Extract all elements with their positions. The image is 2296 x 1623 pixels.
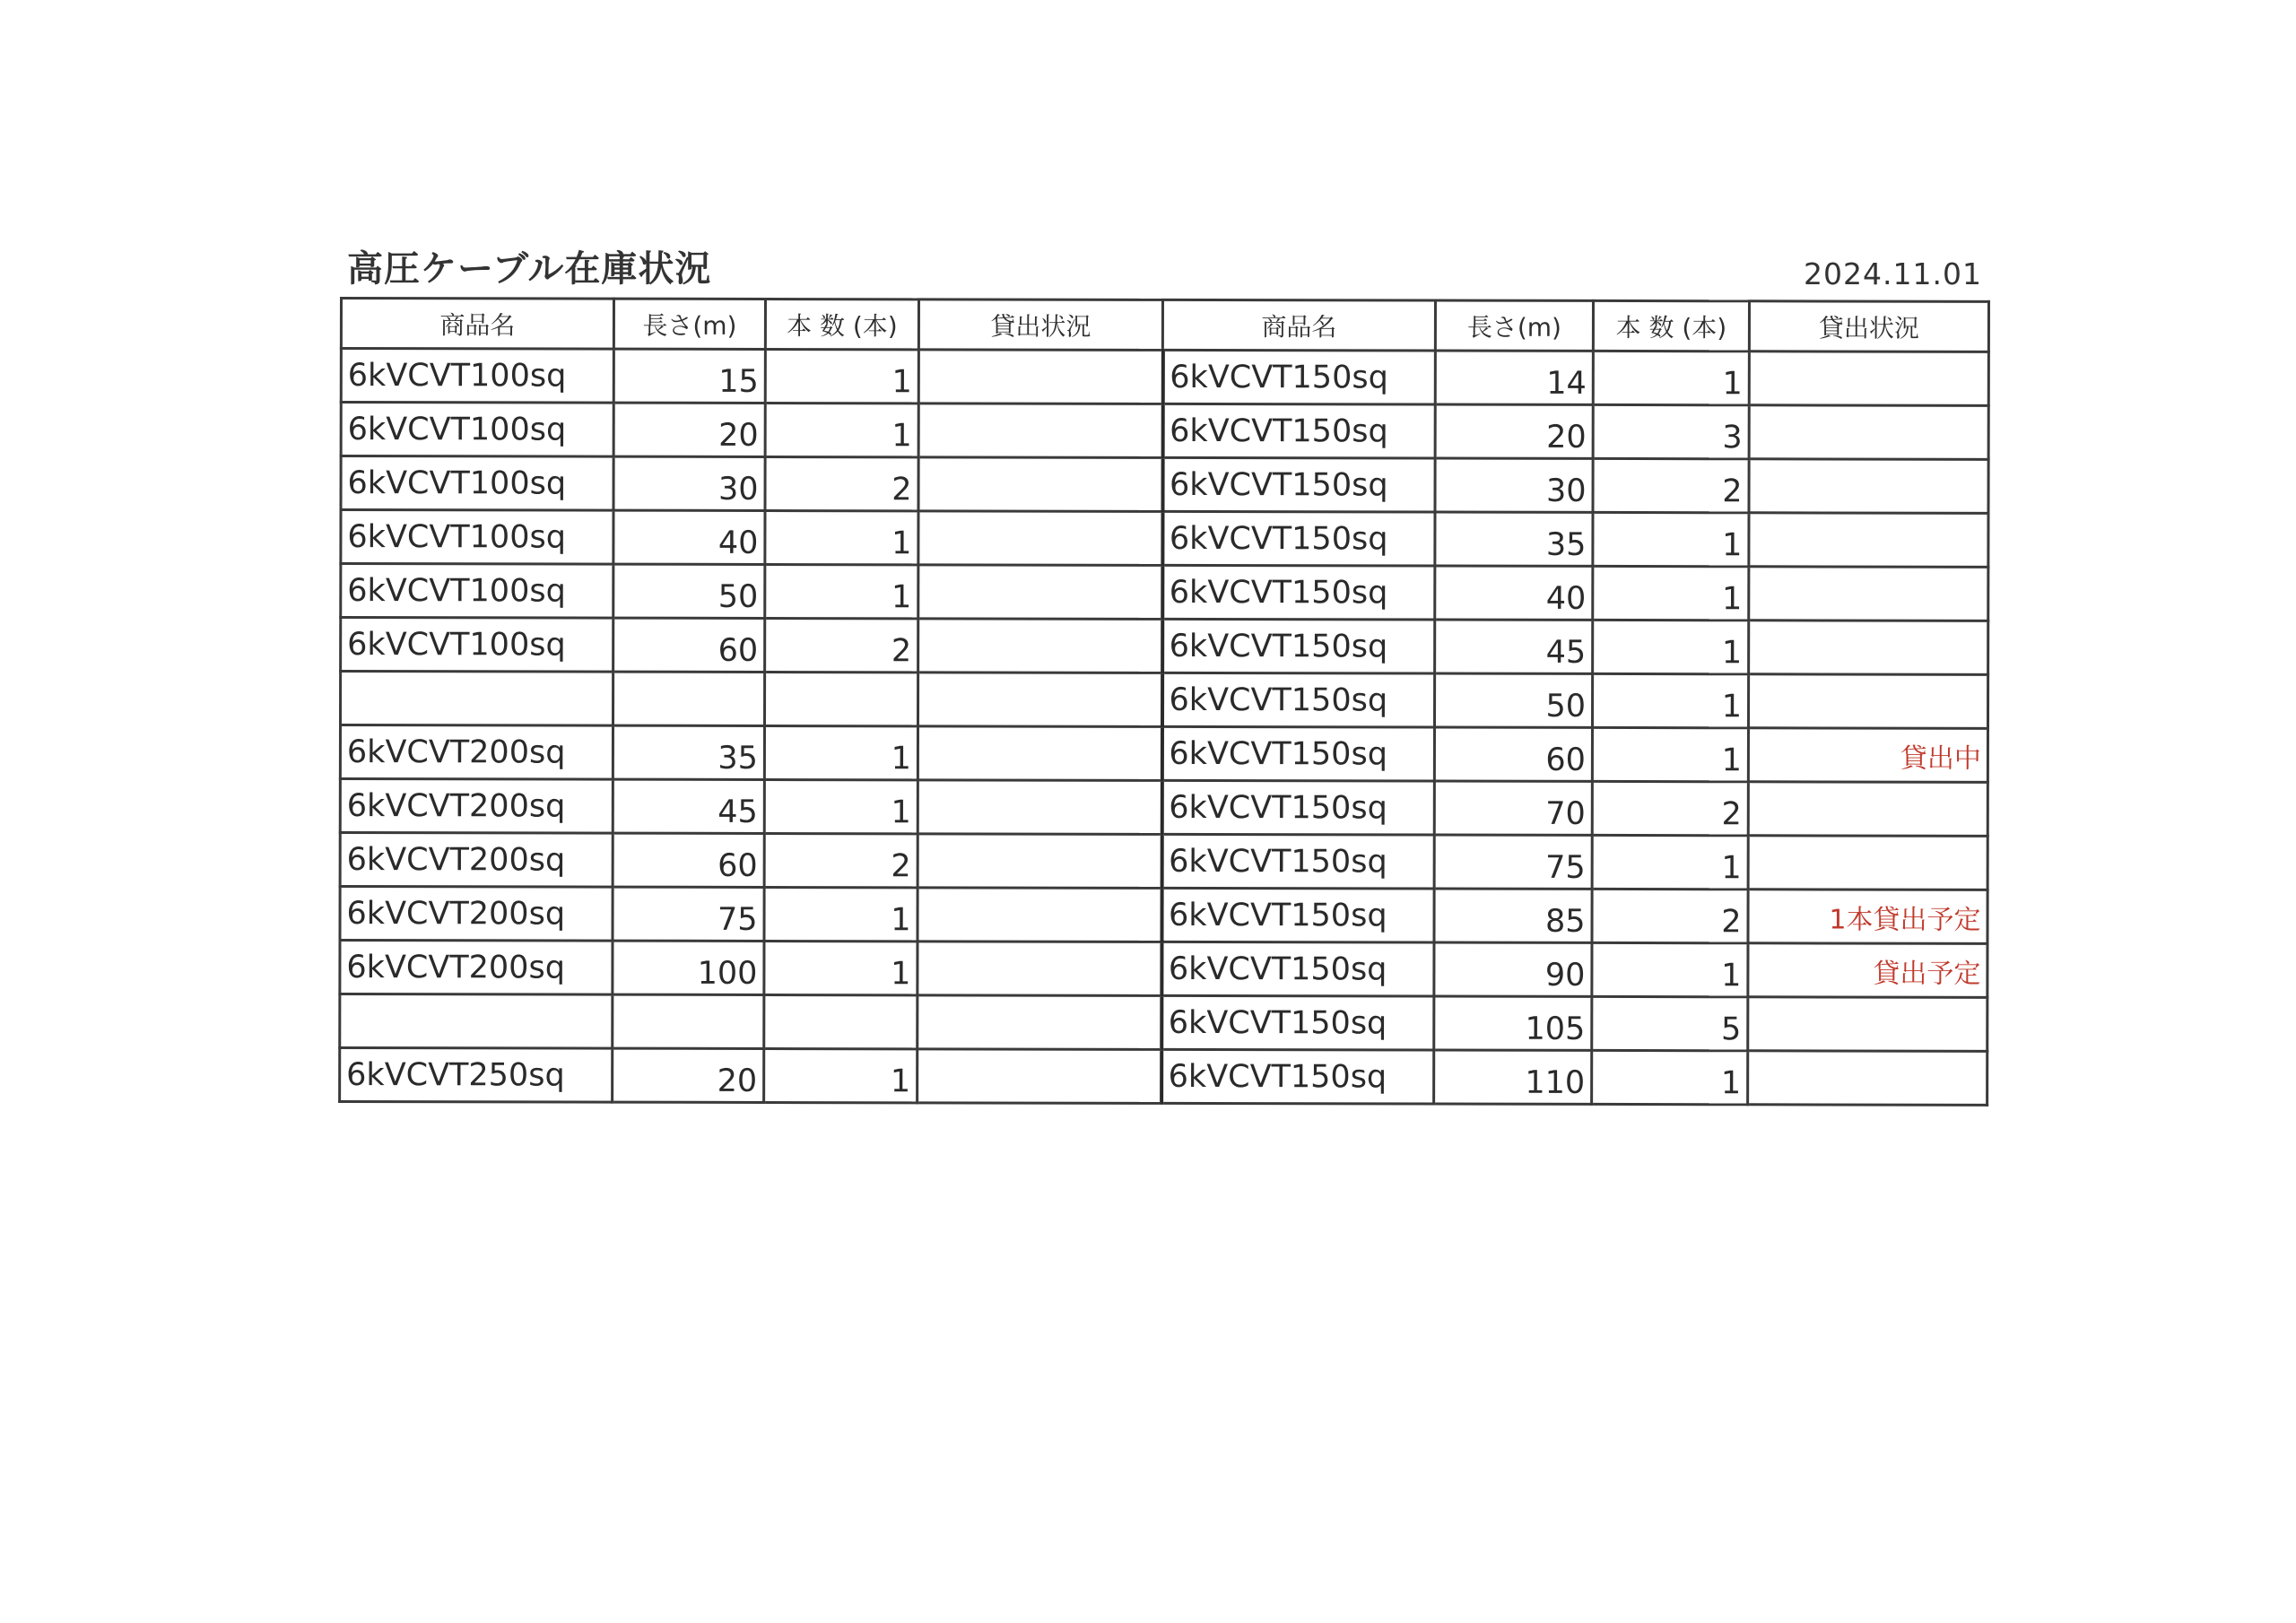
table-row (341, 403, 1988, 460)
table-row (341, 456, 1988, 514)
right-name-cell: 6kVCVT150sq (1161, 780, 1434, 835)
right-status-cell (1749, 567, 1988, 621)
left-count-cell: 1 (764, 887, 918, 941)
header-length-left: 長さ(m) (613, 299, 765, 349)
right-name-cell: 6kVCVT150sq (1161, 995, 1434, 1050)
left-length-cell (613, 672, 764, 725)
header-count-left: 本 数 (本) (765, 299, 918, 349)
right-name-cell: 6kVCVT150sq (1161, 888, 1434, 942)
header-name-left: 商品名 (341, 299, 613, 350)
header-status-left: 貸出状況 (918, 299, 1162, 351)
right-length-cell: 60 (1434, 727, 1592, 781)
left-length-cell: 15 (613, 349, 765, 403)
left-count-cell: 1 (764, 725, 918, 779)
table-row (340, 887, 1987, 944)
table-row (340, 672, 1987, 729)
right-name-cell: 6kVCVT150sq (1161, 1049, 1434, 1104)
right-length-cell: 30 (1435, 458, 1593, 512)
right-count-cell: 1 (1592, 942, 1748, 996)
table-row (341, 510, 1988, 568)
left-status-cell (918, 834, 1161, 889)
right-count-cell: 2 (1592, 889, 1748, 942)
right-length-cell: 14 (1435, 351, 1593, 404)
left-status-cell (918, 780, 1161, 835)
left-length-cell: 50 (613, 564, 765, 618)
left-length-cell: 20 (613, 403, 765, 456)
table-header-row (341, 299, 1988, 352)
left-length-cell: 40 (613, 510, 765, 564)
left-count-cell: 2 (765, 456, 918, 510)
left-name-cell: 6kVCVT200sq (340, 779, 613, 834)
table-row (340, 779, 1987, 837)
left-name-cell: 6kVCVT200sq (340, 941, 613, 995)
left-length-cell: 30 (613, 456, 765, 510)
right-status-cell: 1本貸出予定 (1748, 890, 1987, 944)
left-count-cell: 1 (765, 564, 918, 618)
right-status-cell (1748, 836, 1987, 890)
left-length-cell: 60 (613, 833, 764, 887)
right-status-cell (1749, 459, 1988, 514)
right-count-cell: 1 (1593, 620, 1749, 673)
right-status-cell: 貸出予定 (1748, 943, 1987, 998)
right-status-cell (1748, 1051, 1987, 1106)
right-length-cell: 40 (1435, 566, 1593, 620)
right-length-cell: 85 (1434, 889, 1592, 942)
table-row (340, 941, 1987, 998)
right-status-cell (1749, 405, 1988, 460)
left-name-cell: 6kVCVT100sq (341, 456, 613, 511)
left-name-cell: 6kVCVT100sq (341, 564, 613, 619)
left-length-cell: 60 (613, 618, 765, 672)
right-length-cell: 75 (1434, 835, 1592, 889)
right-count-cell: 1 (1593, 351, 1749, 404)
left-name-cell (340, 672, 613, 726)
left-count-cell: 1 (765, 510, 918, 564)
table-row (340, 833, 1987, 890)
left-status-cell (918, 457, 1162, 512)
right-length-cell: 110 (1434, 1050, 1592, 1104)
right-length-cell: 105 (1434, 996, 1592, 1050)
left-status-cell (918, 1049, 1161, 1104)
table-row (340, 1048, 1987, 1106)
left-name-cell: 6kVCVT100sq (341, 349, 613, 404)
left-status-cell (918, 511, 1162, 566)
left-count-cell (764, 672, 918, 725)
table-body (340, 349, 1989, 1106)
right-status-cell (1749, 621, 1988, 675)
left-count-cell: 2 (765, 618, 918, 672)
left-length-cell (613, 994, 764, 1048)
right-name-cell: 6kVCVT150sq (1162, 619, 1435, 673)
page-title: 高圧ケーブル在庫状況 (347, 248, 712, 290)
table-row (341, 564, 1988, 621)
right-length-cell: 90 (1434, 942, 1592, 996)
left-status-cell (918, 404, 1162, 458)
left-count-cell: 1 (764, 941, 918, 994)
left-count-cell: 1 (764, 1048, 918, 1102)
document-date: 2024.11.01 (1804, 256, 1982, 291)
right-count-cell: 3 (1593, 404, 1749, 458)
left-name-cell: 6kVCVT100sq (341, 403, 613, 457)
left-status-cell (918, 619, 1162, 673)
right-name-cell: 6kVCVT150sq (1162, 350, 1435, 404)
right-name-cell: 6kVCVT150sq (1161, 673, 1434, 727)
right-count-cell: 1 (1593, 512, 1749, 566)
table-row (340, 994, 1987, 1052)
right-count-cell: 1 (1592, 727, 1748, 781)
right-status-cell (1749, 513, 1988, 568)
right-name-cell: 6kVCVT150sq (1162, 457, 1435, 512)
left-status-cell (918, 673, 1161, 727)
right-count-cell: 1 (1592, 1050, 1748, 1104)
left-count-cell: 1 (765, 349, 918, 403)
left-count-cell (764, 994, 918, 1048)
right-name-cell: 6kVCVT150sq (1162, 511, 1435, 566)
left-name-cell: 6kVCVT200sq (340, 887, 613, 942)
right-status-cell (1749, 352, 1988, 406)
right-name-cell: 6kVCVT150sq (1162, 404, 1435, 458)
left-length-cell: 100 (613, 941, 764, 994)
right-count-cell: 1 (1593, 566, 1749, 620)
left-length-cell: 75 (613, 887, 764, 941)
header-status-right: 貸出状況 (1749, 301, 1988, 352)
right-count-cell: 2 (1592, 781, 1748, 835)
left-name-cell: 6kVCVT100sq (341, 618, 613, 673)
header-length-right: 長さ(m) (1435, 300, 1593, 351)
right-status-cell (1748, 782, 1987, 837)
left-status-cell (918, 888, 1161, 942)
left-status-cell (918, 565, 1162, 620)
left-status-cell (918, 726, 1161, 781)
header-name-right: 商品名 (1162, 299, 1435, 351)
left-count-cell: 1 (764, 779, 918, 833)
table-row (341, 618, 1988, 675)
left-status-cell (918, 995, 1161, 1050)
right-length-cell: 70 (1434, 781, 1592, 835)
left-status-cell (918, 350, 1162, 404)
left-name-cell: 6kVCVT250sq (340, 1048, 613, 1103)
right-name-cell: 6kVCVT150sq (1161, 942, 1434, 996)
left-name-cell (340, 994, 613, 1049)
table-row (340, 725, 1987, 783)
right-name-cell: 6kVCVT150sq (1162, 565, 1435, 620)
right-count-cell: 1 (1592, 673, 1748, 727)
right-status-cell (1748, 997, 1987, 1052)
right-name-cell: 6kVCVT150sq (1161, 834, 1434, 889)
table-row (341, 349, 1988, 406)
header-count-right: 本 数 (本) (1593, 300, 1749, 351)
left-length-cell: 20 (613, 1048, 764, 1102)
right-status-cell (1748, 674, 1987, 729)
left-name-cell: 6kVCVT100sq (341, 510, 613, 565)
right-length-cell: 35 (1435, 512, 1593, 566)
right-length-cell: 45 (1435, 620, 1593, 673)
right-count-cell: 1 (1592, 835, 1748, 889)
inventory-table (338, 297, 1990, 1107)
left-length-cell: 45 (613, 779, 764, 833)
right-length-cell: 20 (1435, 404, 1593, 458)
right-count-cell: 2 (1593, 458, 1749, 512)
left-length-cell: 35 (613, 725, 764, 779)
left-status-cell (918, 942, 1161, 996)
left-name-cell: 6kVCVT200sq (340, 725, 613, 780)
right-length-cell: 50 (1434, 673, 1592, 727)
right-name-cell: 6kVCVT150sq (1161, 726, 1434, 781)
right-count-cell: 5 (1592, 996, 1748, 1050)
right-status-cell: 貸出中 (1748, 728, 1987, 783)
left-name-cell: 6kVCVT200sq (340, 833, 613, 888)
left-count-cell: 1 (765, 403, 918, 456)
left-count-cell: 2 (764, 833, 918, 887)
